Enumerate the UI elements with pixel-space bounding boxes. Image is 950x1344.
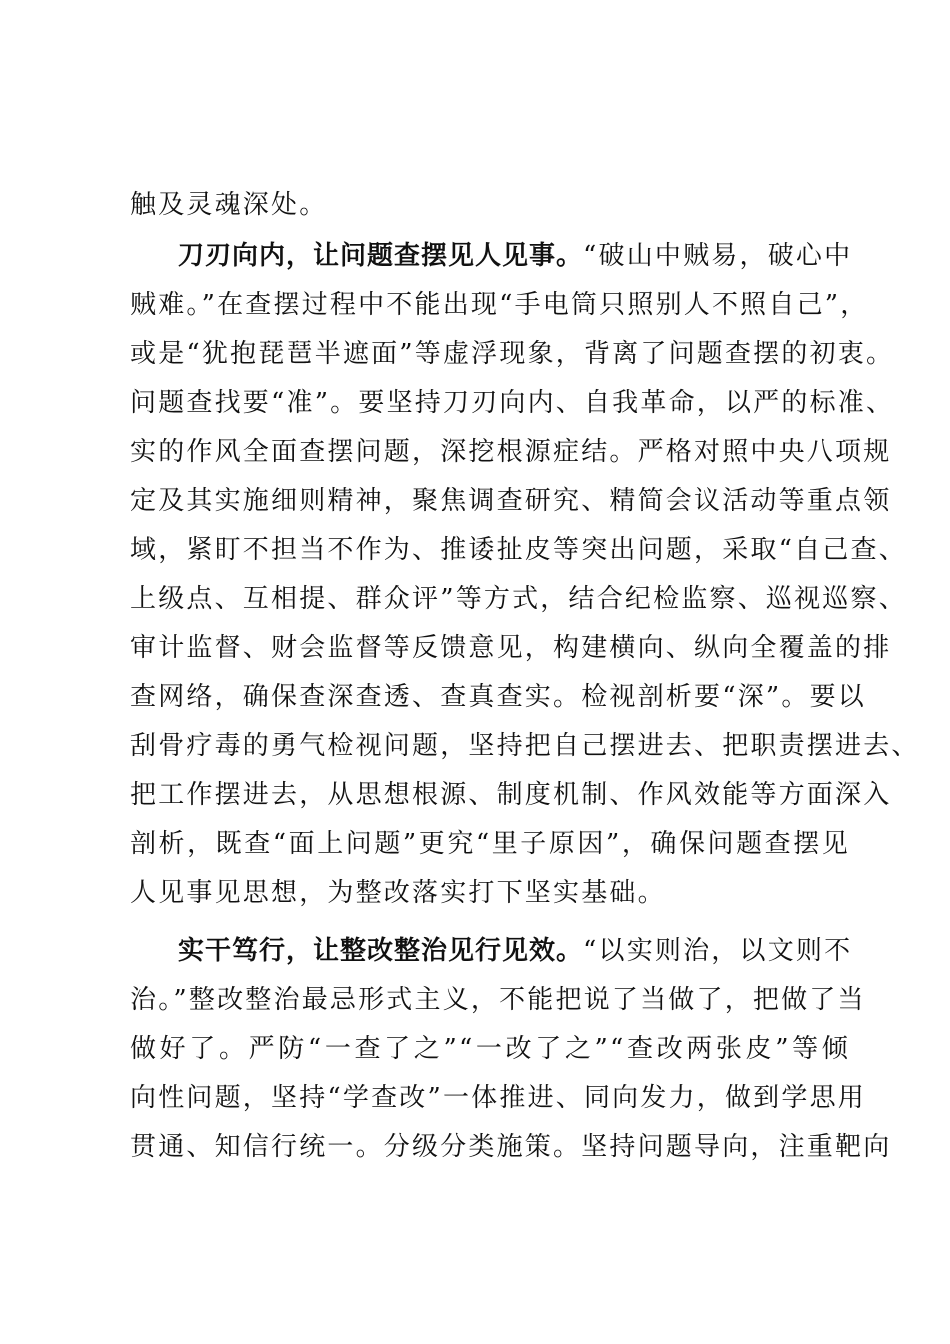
text-line: 治。”整改整治最忌形式主义，不能把说了当做了，把做了当 [130, 985, 866, 1015]
text-line: 把工作摆进去，从思想根源、制度机制、作风效能等方面深入 [130, 780, 892, 810]
text-line: 上级点、互相提、群众评”等方式，结合纪检监察、巡视巡察、 [130, 584, 907, 614]
text-line: 贼难。”在查摆过程中不能出现“手电筒只照别人不照自己”， [130, 290, 869, 320]
text-line: 刮骨疗毒的勇气检视问题，坚持把自己摆进去、把职责摆进去、 [130, 731, 920, 761]
paragraph-first-line [178, 932, 853, 970]
text-line: 做好了。严防“一查了之”“一改了之”“查改两张皮”等倾 [130, 1034, 850, 1064]
text-line: 向性问题，坚持“学查改”一体推进、同向发力，做到学思用 [130, 1083, 866, 1113]
text-line: 剖析，既查“面上问题”更究“里子原因”，确保问题查摆见 [130, 829, 850, 859]
text-line: 查网络，确保查深查透、查真查实。检视剖析要“深”。要以 [130, 682, 866, 712]
text-line: 域，紧盯不担当不作为、推诿扯皮等突出问题，采取“自己查、 [130, 535, 907, 565]
paragraph-first-line [178, 237, 853, 275]
text-line: 或是“犹抱琵琶半遮面”等虚浮现象，背离了问题查摆的初衷。 [130, 339, 895, 369]
paragraph-lead: 刀刃向内，让问题查摆见人见事。 [178, 241, 584, 271]
paragraph-first-text: “破山中贼易，破心中 [583, 241, 853, 271]
text-line: 贯通、知信行统一。分级分类施策。坚持问题导向，注重靶向 [130, 1132, 892, 1162]
text-line: 人见事见思想，为整改落实打下坚实基础。 [130, 878, 666, 908]
text-line: 实的作风全面查摆问题，深挖根源症结。严格对照中央八项规 [130, 437, 892, 467]
text-line: 定及其实施细则精神，聚焦调查研究、精简会议活动等重点领 [130, 486, 892, 516]
paragraph-lead: 实干笃行，让整改整治见行见效。 [178, 936, 584, 966]
text-line: 审计监督、财会监督等反馈意见，构建横向、纵向全覆盖的排 [130, 633, 892, 663]
paragraph-first-text: “以实则治，以文则不 [583, 936, 853, 966]
text-line: 问题查找要“准”。要坚持刀刃向内、自我革命，以严的标准、 [130, 388, 895, 418]
text-line: 触及灵魂深处。 [130, 190, 328, 220]
